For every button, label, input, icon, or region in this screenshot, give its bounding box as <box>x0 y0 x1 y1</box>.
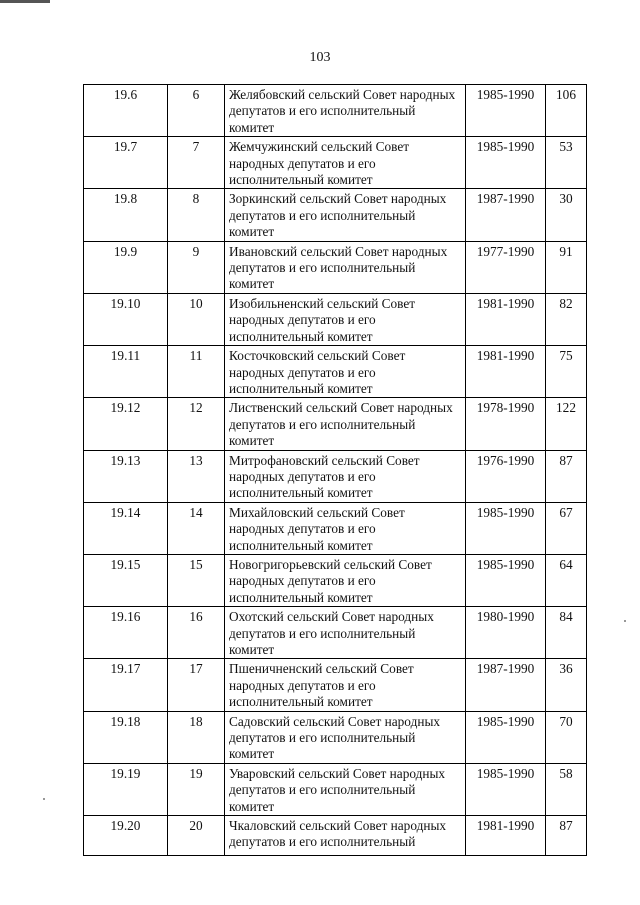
item-count-cell <box>546 293 587 345</box>
item-count-cell <box>546 346 587 398</box>
item-count-cell-text: 84 <box>559 609 573 625</box>
date-range-cell <box>466 241 546 293</box>
sequence-number-cell-text: 7 <box>192 139 200 155</box>
table-row <box>84 763 587 815</box>
item-count-cell-text: 75 <box>559 348 573 364</box>
table-row <box>84 502 587 554</box>
sequence-number-cell <box>168 711 225 763</box>
fund-name-cell <box>225 293 466 345</box>
sequence-number-cell-text: 16 <box>189 609 203 625</box>
row-index-cell <box>84 502 168 554</box>
fund-name-cell <box>225 85 466 137</box>
date-range-cell-text: 1976-1990 <box>476 452 535 468</box>
row-index-cell <box>84 816 168 856</box>
row-index-cell-text: 19.7 <box>113 139 138 155</box>
sequence-number-cell <box>168 816 225 856</box>
date-range-cell-text: 1978-1990 <box>476 400 535 416</box>
scan-corner-mark <box>0 0 50 3</box>
sequence-number-cell <box>168 554 225 606</box>
table-row <box>84 241 587 293</box>
table-row <box>84 293 587 345</box>
date-range-cell <box>466 711 546 763</box>
row-index-cell <box>84 293 168 345</box>
row-index-cell-text: 19.16 <box>110 609 141 625</box>
item-count-cell-text: 30 <box>559 191 573 207</box>
sequence-number-cell-text: 17 <box>189 661 203 677</box>
row-index-cell <box>84 711 168 763</box>
fund-name-cell <box>225 398 466 450</box>
row-index-cell <box>84 137 168 189</box>
row-index-cell-text: 19.19 <box>110 765 141 781</box>
date-range-cell <box>466 502 546 554</box>
date-range-cell-text: 1985-1990 <box>476 713 535 729</box>
sequence-number-cell-text: 13 <box>189 452 203 468</box>
fund-name-cell-text: Садовский сельский Совет народных депутатов и его исполнительный комитет <box>229 713 441 762</box>
sequence-number-cell-text: 8 <box>192 191 200 207</box>
item-count-cell <box>546 85 587 137</box>
date-range-cell-text: 1985-1990 <box>476 87 535 102</box>
fund-name-cell-text: Митрофановский сельский Совет народных депутатов и его исполнительный комитет <box>229 452 420 501</box>
item-count-cell <box>546 241 587 293</box>
date-range-cell-text: 1980-1990 <box>476 609 535 625</box>
sequence-number-cell <box>168 607 225 659</box>
row-index-cell-text: 19.11 <box>110 348 141 364</box>
item-count-cell-text: 106 <box>556 87 576 102</box>
row-index-cell <box>84 607 168 659</box>
row-index-cell <box>84 450 168 502</box>
table-row <box>84 450 587 502</box>
fund-name-cell <box>225 554 466 606</box>
date-range-cell <box>466 293 546 345</box>
item-count-cell-text: 87 <box>559 818 573 834</box>
date-range-cell <box>466 85 546 137</box>
date-range-cell-text: 1985-1990 <box>476 556 535 572</box>
item-count-cell <box>546 659 587 711</box>
row-index-cell-text: 19.12 <box>110 400 141 416</box>
page-number: 103 <box>309 50 331 65</box>
row-index-cell-text: 19.6 <box>113 87 138 102</box>
row-index-cell-text: 19.18 <box>110 713 141 729</box>
fund-name-cell <box>225 816 466 856</box>
date-range-cell <box>466 816 546 856</box>
fund-name-cell <box>225 189 466 241</box>
row-index-cell <box>84 85 168 137</box>
sequence-number-cell <box>168 763 225 815</box>
row-index-cell-text: 19.9 <box>113 243 138 259</box>
fund-name-cell <box>225 607 466 659</box>
fund-name-cell-text: Новогригорьевский сельский Совет народных депутатов и его исполнительный комитет <box>229 556 432 605</box>
fund-name-cell-text: Охотский сельский Совет народных депутатов и его исполнительный комитет <box>229 609 434 657</box>
sequence-number-cell-text: 14 <box>189 504 203 520</box>
fund-name-cell-text: Жемчужинский сельский Совет народных депутатов и его исполнительный комитет <box>229 139 410 188</box>
sequence-number-cell-text: 15 <box>189 556 203 572</box>
date-range-cell <box>466 398 546 450</box>
sequence-number-cell <box>168 241 225 293</box>
item-count-cell-text: 58 <box>559 765 573 781</box>
date-range-cell <box>466 607 546 659</box>
sequence-number-cell <box>168 450 225 502</box>
row-index-cell-text: 19.20 <box>110 818 141 834</box>
date-range-cell <box>466 763 546 815</box>
item-count-cell-text: 70 <box>559 713 573 729</box>
item-count-cell-text: 67 <box>559 504 573 520</box>
table-row <box>84 398 587 450</box>
date-range-cell-text: 1985-1990 <box>476 765 535 781</box>
row-index-cell <box>84 241 168 293</box>
table-row <box>84 607 587 659</box>
date-range-cell-text: 1987-1990 <box>476 661 535 677</box>
item-count-cell <box>546 450 587 502</box>
date-range-cell-text: 1985-1990 <box>476 139 535 155</box>
item-count-cell <box>546 398 587 450</box>
row-index-cell <box>84 659 168 711</box>
date-range-cell <box>466 137 546 189</box>
fund-name-cell <box>225 346 466 398</box>
item-count-cell <box>546 763 587 815</box>
item-count-cell-text: 91 <box>559 243 573 259</box>
fund-name-cell-text: Уваровский сельский Совет народных депутатов и его исполнительный комитет <box>229 765 446 814</box>
sequence-number-cell-text: 20 <box>189 818 203 834</box>
row-index-cell-text: 19.13 <box>110 452 141 468</box>
sequence-number-cell <box>168 346 225 398</box>
item-count-cell-text: 64 <box>559 556 573 572</box>
row-index-cell <box>84 346 168 398</box>
date-range-cell-text: 1977-1990 <box>476 243 535 259</box>
date-range-cell-text: 1987-1990 <box>476 191 535 207</box>
item-count-cell-text: 36 <box>559 661 573 677</box>
sequence-number-cell <box>168 293 225 345</box>
row-index-cell-text: 19.15 <box>110 556 141 572</box>
fund-name-cell-text: Пшеничненский сельский Совет народных депутатов и его исполнительный комитет <box>229 661 414 710</box>
date-range-cell <box>466 189 546 241</box>
table-row <box>84 346 587 398</box>
row-index-cell-text: 19.8 <box>113 191 138 207</box>
sequence-number-cell <box>168 398 225 450</box>
item-count-cell <box>546 554 587 606</box>
row-index-cell-text: 19.14 <box>110 504 141 520</box>
sequence-number-cell-text: 19 <box>189 765 203 781</box>
sequence-number-cell-text: 18 <box>189 713 203 729</box>
sequence-number-cell <box>168 85 225 137</box>
fund-name-cell <box>225 763 466 815</box>
row-index-cell-text: 19.10 <box>110 295 141 311</box>
item-count-cell <box>546 711 587 763</box>
item-count-cell-text: 122 <box>556 400 576 416</box>
table-body <box>84 85 587 856</box>
fund-name-cell-text: Зоркинский сельский Совет народных депутатов и его исполнительный комитет <box>229 191 447 240</box>
fund-name-cell-text: Михайловский сельский Совет народных депутатов и его исполнительный комитет <box>229 504 405 553</box>
row-index-cell <box>84 554 168 606</box>
row-index-cell-text: 19.17 <box>110 661 141 677</box>
fund-name-cell <box>225 450 466 502</box>
item-count-cell-text: 87 <box>559 452 573 468</box>
table-row <box>84 816 587 856</box>
table-row <box>84 189 587 241</box>
date-range-cell <box>466 346 546 398</box>
scan-speck <box>624 620 626 622</box>
fund-name-cell <box>225 137 466 189</box>
date-range-cell <box>466 554 546 606</box>
date-range-cell <box>466 659 546 711</box>
item-count-cell <box>546 189 587 241</box>
sequence-number-cell <box>168 659 225 711</box>
item-count-cell <box>546 137 587 189</box>
table-row <box>84 711 587 763</box>
sequence-number-cell-text: 10 <box>189 295 203 311</box>
item-count-cell <box>546 816 587 856</box>
fund-name-cell-text: Ивановский сельский Совет народных депутатов и его исполнительный комитет <box>229 243 448 292</box>
fund-name-cell <box>225 711 466 763</box>
date-range-cell <box>466 450 546 502</box>
scan-speck <box>43 798 45 800</box>
table-row <box>84 554 587 606</box>
row-index-cell <box>84 763 168 815</box>
row-index-cell <box>84 189 168 241</box>
date-range-cell-text: 1981-1990 <box>476 348 535 364</box>
table-row <box>84 137 587 189</box>
item-count-cell <box>546 502 587 554</box>
sequence-number-cell <box>168 137 225 189</box>
fund-name-cell <box>225 241 466 293</box>
fund-name-cell-text: Косточковский сельский Совет народных депутатов и его исполнительный комитет <box>229 348 406 396</box>
date-range-cell-text: 1981-1990 <box>476 818 535 834</box>
sequence-number-cell-text: 6 <box>192 87 200 102</box>
fund-name-cell-text: Чкаловский сельский Совет народных депутатов и его исполнительный <box>229 818 447 850</box>
table-row <box>84 85 587 137</box>
fund-name-cell <box>225 502 466 554</box>
date-range-cell-text: 1985-1990 <box>476 504 535 520</box>
fund-name-cell-text: Лиственский сельский Совет народных депутатов и его исполнительный комитет <box>229 400 453 449</box>
sequence-number-cell <box>168 502 225 554</box>
item-count-cell-text: 53 <box>559 139 573 155</box>
fund-name-cell-text: Изобильненский сельский Совет народных депутатов и его исполнительный комитет <box>229 295 416 344</box>
sequence-number-cell <box>168 189 225 241</box>
date-range-cell-text: 1981-1990 <box>476 295 535 311</box>
item-count-cell-text: 82 <box>559 295 573 311</box>
sequence-number-cell-text: 11 <box>189 348 203 364</box>
fund-name-cell <box>225 659 466 711</box>
fund-name-cell-text: Желябовский сельский Совет народных депутатов и его исполнительный комитет <box>229 87 456 135</box>
item-count-cell <box>546 607 587 659</box>
sequence-number-cell-text: 12 <box>189 400 203 416</box>
archive-fund-table <box>83 84 587 856</box>
table-row <box>84 659 587 711</box>
sequence-number-cell-text: 9 <box>192 243 200 259</box>
row-index-cell <box>84 398 168 450</box>
